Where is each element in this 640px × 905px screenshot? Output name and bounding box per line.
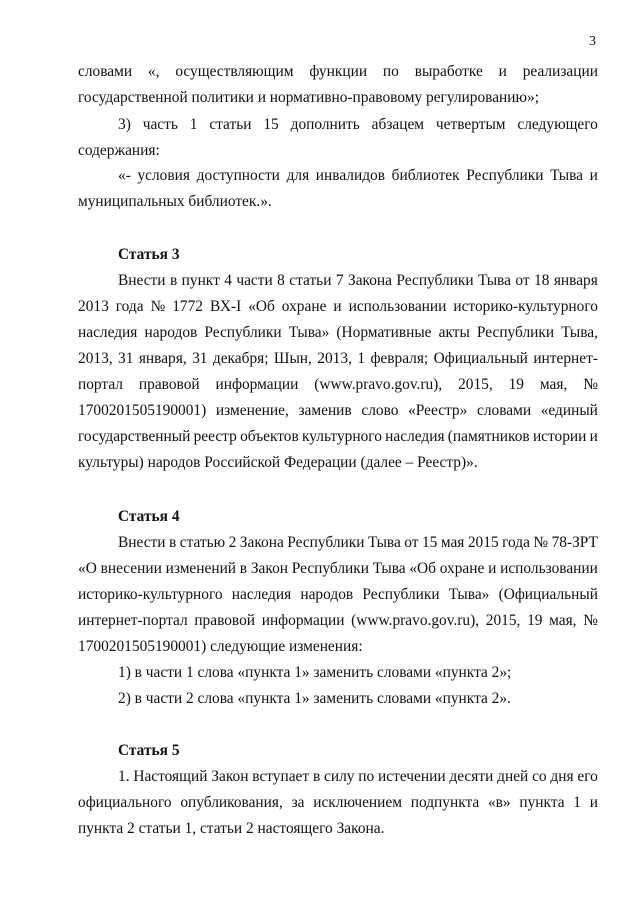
word: 2013, xyxy=(78,350,113,367)
text-line xyxy=(78,349,598,369)
word: Закона xyxy=(348,272,392,289)
word: «Об xyxy=(248,298,275,315)
word: охране xyxy=(439,560,485,577)
word: в xyxy=(169,272,178,289)
word: от xyxy=(404,534,419,551)
word: наследия xyxy=(385,428,445,445)
word: народов xyxy=(144,324,198,341)
word: № xyxy=(150,298,166,315)
word: года xyxy=(115,298,144,315)
word: следующего xyxy=(517,116,598,133)
word: мая xyxy=(440,534,465,551)
word: дня xyxy=(550,768,574,785)
word: портал xyxy=(78,376,123,393)
word: ВХ-I xyxy=(209,298,242,315)
word: исключением xyxy=(313,794,402,811)
word: внесении xyxy=(100,560,162,577)
word: силу xyxy=(324,768,355,785)
word: для xyxy=(286,167,310,184)
word: и xyxy=(589,428,598,445)
word: Закон xyxy=(250,560,288,577)
text-line xyxy=(78,297,598,317)
word: часть xyxy=(142,116,178,133)
word: функции xyxy=(309,63,368,80)
word: Республики xyxy=(287,534,365,551)
word: «, xyxy=(147,63,160,80)
word: и xyxy=(498,63,507,80)
word: выработке xyxy=(414,63,483,80)
article-heading: Статья 3 xyxy=(118,246,180,263)
word: 78-ЗРТ xyxy=(551,534,598,551)
word: четвертым xyxy=(435,116,506,133)
word: изменение, xyxy=(215,402,289,419)
word: и xyxy=(333,298,342,315)
word: 1. xyxy=(118,768,130,785)
word: Республики xyxy=(476,324,555,341)
word: по xyxy=(358,768,375,785)
word: акты xyxy=(438,324,470,341)
word: (Официальный xyxy=(498,586,598,603)
word: 3) xyxy=(118,116,131,133)
word: абзацем xyxy=(371,116,425,133)
word: Закон xyxy=(211,768,249,785)
word: использовании xyxy=(500,560,598,577)
word: февраля; xyxy=(370,350,429,367)
text-line: пункта 2 статьи 1, статьи 2 настоящего Закона. xyxy=(78,820,385,837)
word: вступает xyxy=(252,768,310,785)
text-line: государственной политики и нормативно-правовому регулированию»; xyxy=(78,89,540,106)
text-line xyxy=(78,401,598,421)
word: истории xyxy=(532,428,587,445)
word: Республики xyxy=(362,586,440,603)
word: 15 xyxy=(421,534,438,551)
word: пункт xyxy=(181,272,220,289)
word: историко-культурного xyxy=(78,586,223,603)
text-line xyxy=(118,533,598,553)
word: информации xyxy=(261,612,345,629)
word: словами xyxy=(476,402,532,419)
word: библиотек xyxy=(391,167,460,184)
article-heading: Статья 4 xyxy=(118,508,180,525)
word: Тыва xyxy=(372,560,406,577)
word: 31 xyxy=(192,350,208,367)
word: Тыва» xyxy=(448,586,490,603)
word: статьи xyxy=(209,116,252,133)
word: и xyxy=(589,167,598,184)
article-heading: Статья 5 xyxy=(118,742,180,759)
word: Шын, xyxy=(273,350,312,367)
text-line xyxy=(78,611,598,631)
word: «Реестр» xyxy=(408,402,468,419)
text-line: 1) в части 1 слова «пункта 1» заменить словами «пункта 2»; xyxy=(118,664,512,681)
word: 2015 xyxy=(467,534,499,551)
page-number: 3 xyxy=(589,34,596,49)
word: за xyxy=(291,794,305,811)
word: пункта xyxy=(519,794,565,811)
word: использовании xyxy=(348,298,447,315)
text-line xyxy=(118,271,598,291)
word: Тыва xyxy=(367,534,401,551)
word: доступности xyxy=(196,167,280,184)
word: официального xyxy=(78,794,172,811)
text-line xyxy=(78,427,598,447)
text-line xyxy=(78,793,598,813)
word: (www.pravo.gov.ru), xyxy=(314,376,443,393)
word: № xyxy=(533,534,549,551)
word: Тыва xyxy=(478,272,511,289)
text-line xyxy=(78,62,598,82)
word: реализации xyxy=(522,63,598,80)
word: 8 xyxy=(277,272,285,289)
word: 7 xyxy=(335,272,344,289)
word: истечении xyxy=(378,768,446,785)
word: части xyxy=(236,272,273,289)
word: «единый xyxy=(540,402,598,419)
text-line xyxy=(118,767,598,787)
word: Республики xyxy=(291,560,369,577)
word: Настоящий xyxy=(133,768,208,785)
word: № xyxy=(583,376,598,393)
word: (www.pravo.gov.ru), xyxy=(351,612,480,629)
text-line: муниципальных библиотек.». xyxy=(78,193,272,210)
word: статью xyxy=(179,534,226,551)
word: словами xyxy=(78,63,133,80)
word: Внести xyxy=(118,272,166,289)
word: дополнить xyxy=(290,116,360,133)
word: Республики xyxy=(466,167,544,184)
word: его xyxy=(577,768,598,785)
word: «О xyxy=(78,560,97,577)
text-line xyxy=(78,585,598,605)
word: осуществляющим xyxy=(175,63,294,80)
word: культурного xyxy=(302,428,382,445)
text-line xyxy=(78,323,598,343)
word: 19 xyxy=(527,612,543,629)
text-line: 1700201505190001) следующие изменения: xyxy=(78,638,363,655)
word: 4 xyxy=(224,272,232,289)
word: десяти xyxy=(449,768,494,785)
word: объектов xyxy=(240,428,299,445)
word: 1 xyxy=(357,350,366,367)
word: 31 xyxy=(118,350,134,367)
word: статьи xyxy=(289,272,332,289)
word: 18 xyxy=(534,272,550,289)
word: охране xyxy=(281,298,327,315)
word: января, xyxy=(138,350,187,367)
word: Внести xyxy=(118,534,166,551)
word: Тыва, xyxy=(561,324,598,341)
text-line: 2) в части 2 слова «пункта 1» заменить словами «пункта 2». xyxy=(118,690,511,707)
word: 1 xyxy=(573,794,581,811)
word: мая, xyxy=(549,612,577,629)
word: от xyxy=(515,272,530,289)
word: дней xyxy=(497,768,529,785)
word: слово xyxy=(361,402,399,419)
word: государственный xyxy=(78,428,191,445)
word: декабря; xyxy=(212,350,269,367)
word: и xyxy=(488,560,497,577)
word: 19 xyxy=(508,376,524,393)
word: 2013 xyxy=(78,298,109,315)
text-line xyxy=(118,115,598,135)
text-line xyxy=(78,375,598,395)
word: и xyxy=(589,794,598,811)
word: № xyxy=(583,612,598,629)
word: мая, xyxy=(539,376,568,393)
word: 1 xyxy=(189,116,198,133)
word: реестр xyxy=(193,428,237,445)
word: «- xyxy=(118,167,131,184)
word: подпункта xyxy=(410,794,480,811)
word: «в» xyxy=(487,794,511,811)
word: наследия xyxy=(231,586,292,603)
word: в xyxy=(312,768,321,785)
word: Республики xyxy=(204,324,282,341)
word: по xyxy=(382,63,399,80)
word: информации xyxy=(215,376,299,393)
word: Республики xyxy=(396,272,474,289)
word: в xyxy=(239,560,248,577)
word: условия xyxy=(137,167,190,184)
word: Тыва xyxy=(550,167,583,184)
word: 2015, xyxy=(485,612,521,629)
word: Закона xyxy=(239,534,284,551)
word: опубликования, xyxy=(180,794,283,811)
word: правовой xyxy=(194,612,256,629)
word: 2 xyxy=(228,534,237,551)
word: в xyxy=(168,534,177,551)
word: Тыва» xyxy=(288,324,330,341)
word: (памятников xyxy=(447,428,530,445)
word: января xyxy=(553,272,598,289)
word: года xyxy=(502,534,530,551)
word: наследия xyxy=(78,324,138,341)
word: интернет- xyxy=(533,350,598,367)
text-line: культуры) народов Российской Федерации (далее – Реестр)». xyxy=(78,454,478,471)
word: Официальный xyxy=(433,350,528,367)
word: (Нормативные xyxy=(336,324,432,341)
word: 2013, xyxy=(317,350,352,367)
word: со xyxy=(532,768,547,785)
text-line: содержания: xyxy=(78,142,160,159)
text-line xyxy=(118,166,598,186)
word: 1700201505190001) xyxy=(78,402,207,419)
word: заменив xyxy=(298,402,352,419)
word: 15 xyxy=(263,116,279,133)
word: 2015, xyxy=(458,376,493,393)
word: историко-культурного xyxy=(453,298,598,315)
word: инвалидов xyxy=(315,167,386,184)
word: правовой xyxy=(138,376,200,393)
word: изменений xyxy=(165,560,237,577)
word: народов xyxy=(300,586,354,603)
word: 1772 xyxy=(172,298,203,315)
text-line xyxy=(78,559,598,579)
word: «Об xyxy=(409,560,436,577)
word: интернет-портал xyxy=(78,612,188,629)
